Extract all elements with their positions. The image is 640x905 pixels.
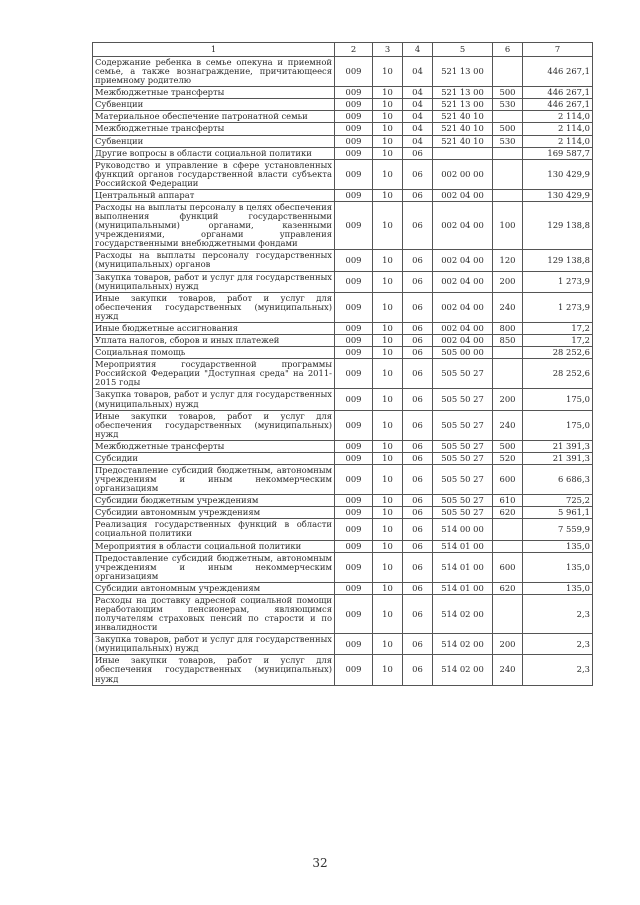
- cell-ministry-code: 009: [335, 335, 373, 347]
- column-header-3: 3: [373, 43, 403, 57]
- cell-amount: 17,2: [523, 322, 593, 334]
- cell-subsection: 06: [403, 147, 433, 159]
- cell-target-article: 514 01 00: [433, 552, 493, 582]
- cell-target-article: 002 04 00: [433, 322, 493, 334]
- cell-amount: 2 114,0: [523, 135, 593, 147]
- cell-amount: 6 686,3: [523, 464, 593, 494]
- cell-section: 10: [373, 99, 403, 111]
- cell-amount: 2,3: [523, 655, 593, 685]
- cell-subsection: 06: [403, 507, 433, 519]
- cell-subsection: 06: [403, 540, 433, 552]
- cell-expense-type: [493, 540, 523, 552]
- cell-amount: 7 559,9: [523, 519, 593, 540]
- cell-name: Иные закупки товаров, работ и услуг для обеспечения государственных (муниципальных) нужд: [93, 410, 335, 440]
- cell-target-article: 521 13 00: [433, 57, 493, 87]
- cell-target-article: 002 00 00: [433, 159, 493, 189]
- column-header-2: 2: [335, 43, 373, 57]
- cell-amount: 446 267,1: [523, 57, 593, 87]
- cell-name: Расходы на доставку адресной социальной помощи неработающим пенсионерам, являющимся получателям страховых пенсий по старости и по инвалидности: [93, 594, 335, 633]
- table-row: [93, 495, 593, 507]
- cell-amount: 129 138,8: [523, 250, 593, 271]
- cell-subsection: 04: [403, 123, 433, 135]
- cell-section: 10: [373, 147, 403, 159]
- cell-expense-type: 530: [493, 135, 523, 147]
- cell-ministry-code: 009: [335, 634, 373, 655]
- cell-expense-type: 240: [493, 410, 523, 440]
- cell-ministry-code: 009: [335, 440, 373, 452]
- cell-name: Мероприятия в области социальной политики: [93, 540, 335, 552]
- cell-amount: 135,0: [523, 582, 593, 594]
- cell-target-article: 505 00 00: [433, 347, 493, 359]
- cell-ministry-code: 009: [335, 410, 373, 440]
- cell-name: Межбюджетные трансферты: [93, 123, 335, 135]
- cell-subsection: 06: [403, 410, 433, 440]
- cell-amount: 2 114,0: [523, 123, 593, 135]
- cell-subsection: 06: [403, 464, 433, 494]
- cell-ministry-code: 009: [335, 552, 373, 582]
- table-row: [93, 634, 593, 655]
- cell-expense-type: [493, 159, 523, 189]
- cell-amount: 1 273,9: [523, 292, 593, 322]
- cell-amount: 17,2: [523, 335, 593, 347]
- table-row: [93, 359, 593, 389]
- column-header-6: 6: [493, 43, 523, 57]
- table-row: [93, 540, 593, 552]
- cell-amount: 135,0: [523, 540, 593, 552]
- cell-section: 10: [373, 123, 403, 135]
- cell-ministry-code: 009: [335, 87, 373, 99]
- cell-ministry-code: 009: [335, 111, 373, 123]
- cell-expense-type: [493, 347, 523, 359]
- table-row: [93, 99, 593, 111]
- cell-subsection: 06: [403, 582, 433, 594]
- cell-target-article: 002 04 00: [433, 271, 493, 292]
- cell-subsection: 06: [403, 389, 433, 410]
- cell-section: 10: [373, 87, 403, 99]
- cell-expense-type: [493, 147, 523, 159]
- cell-target-article: 505 50 27: [433, 452, 493, 464]
- cell-name: Реализация государственных функций в области социальной политики: [93, 519, 335, 540]
- cell-section: 10: [373, 347, 403, 359]
- table-row: [93, 135, 593, 147]
- cell-target-article: 505 50 27: [433, 410, 493, 440]
- cell-expense-type: 200: [493, 389, 523, 410]
- cell-target-article: 002 04 00: [433, 189, 493, 201]
- table-row: [93, 147, 593, 159]
- cell-name: Субсидии автономным учреждениям: [93, 582, 335, 594]
- cell-target-article: [433, 147, 493, 159]
- cell-ministry-code: 009: [335, 147, 373, 159]
- cell-section: 10: [373, 322, 403, 334]
- cell-name: Субсидии автономным учреждениям: [93, 507, 335, 519]
- cell-section: 10: [373, 594, 403, 633]
- cell-amount: 2,3: [523, 634, 593, 655]
- cell-amount: 130 429,9: [523, 189, 593, 201]
- cell-target-article: 514 00 00: [433, 519, 493, 540]
- cell-subsection: 06: [403, 594, 433, 633]
- cell-amount: 2 114,0: [523, 111, 593, 123]
- cell-name: Предоставление субсидий бюджетным, автономным учреждениям и иным некоммерческим организациям: [93, 464, 335, 494]
- cell-amount: 28 252,6: [523, 347, 593, 359]
- cell-name: Руководство и управление в сфере установленных функций органов государственной власти субъекта Российской Федерации: [93, 159, 335, 189]
- cell-name: Межбюджетные трансферты: [93, 440, 335, 452]
- cell-ministry-code: 009: [335, 271, 373, 292]
- cell-ministry-code: 009: [335, 507, 373, 519]
- cell-expense-type: 800: [493, 322, 523, 334]
- table-row: [93, 271, 593, 292]
- cell-name: Иные закупки товаров, работ и услуг для обеспечения государственных (муниципальных) нужд: [93, 292, 335, 322]
- table-body: [93, 57, 593, 686]
- cell-ministry-code: 009: [335, 495, 373, 507]
- cell-target-article: 505 50 27: [433, 464, 493, 494]
- cell-ministry-code: 009: [335, 540, 373, 552]
- cell-name: Субсидии бюджетным учреждениям: [93, 495, 335, 507]
- cell-amount: 169 587,7: [523, 147, 593, 159]
- cell-target-article: 002 04 00: [433, 335, 493, 347]
- cell-subsection: 06: [403, 271, 433, 292]
- cell-ministry-code: 009: [335, 464, 373, 494]
- cell-subsection: 06: [403, 634, 433, 655]
- cell-name: Уплата налогов, сборов и иных платежей: [93, 335, 335, 347]
- cell-expense-type: 530: [493, 99, 523, 111]
- cell-target-article: 002 04 00: [433, 202, 493, 250]
- table-row: [93, 582, 593, 594]
- budget-table: [92, 42, 593, 686]
- cell-section: 10: [373, 292, 403, 322]
- table-row: [93, 335, 593, 347]
- cell-subsection: 06: [403, 335, 433, 347]
- cell-subsection: 06: [403, 359, 433, 389]
- cell-section: 10: [373, 135, 403, 147]
- table-row: [93, 250, 593, 271]
- cell-section: 10: [373, 495, 403, 507]
- table-row: [93, 452, 593, 464]
- cell-subsection: 06: [403, 452, 433, 464]
- cell-ministry-code: 009: [335, 57, 373, 87]
- table-row: [93, 464, 593, 494]
- cell-subsection: 04: [403, 87, 433, 99]
- cell-target-article: 514 02 00: [433, 594, 493, 633]
- column-header-5: 5: [433, 43, 493, 57]
- table-row: [93, 322, 593, 334]
- cell-ministry-code: 009: [335, 389, 373, 410]
- cell-expense-type: 620: [493, 507, 523, 519]
- cell-expense-type: [493, 189, 523, 201]
- cell-subsection: 06: [403, 189, 433, 201]
- cell-expense-type: 500: [493, 123, 523, 135]
- cell-section: 10: [373, 335, 403, 347]
- cell-expense-type: 100: [493, 202, 523, 250]
- cell-amount: 1 273,9: [523, 271, 593, 292]
- table-row: [93, 159, 593, 189]
- cell-expense-type: 610: [493, 495, 523, 507]
- cell-subsection: 06: [403, 347, 433, 359]
- cell-subsection: 06: [403, 495, 433, 507]
- cell-subsection: 06: [403, 250, 433, 271]
- cell-expense-type: 200: [493, 271, 523, 292]
- cell-ministry-code: 009: [335, 359, 373, 389]
- cell-subsection: 04: [403, 57, 433, 87]
- cell-amount: 175,0: [523, 410, 593, 440]
- cell-ministry-code: 009: [335, 292, 373, 322]
- table-row: [93, 123, 593, 135]
- table-row: [93, 347, 593, 359]
- cell-name: Мероприятия государственной программы Российской Федерации "Доступная среда" на 2011-2015 годы: [93, 359, 335, 389]
- cell-ministry-code: 009: [335, 519, 373, 540]
- cell-section: 10: [373, 552, 403, 582]
- cell-section: 10: [373, 507, 403, 519]
- cell-target-article: 521 40 10: [433, 111, 493, 123]
- cell-amount: 446 267,1: [523, 87, 593, 99]
- cell-section: 10: [373, 440, 403, 452]
- table-row: [93, 57, 593, 87]
- cell-ministry-code: 009: [335, 347, 373, 359]
- cell-section: 10: [373, 582, 403, 594]
- cell-section: 10: [373, 519, 403, 540]
- table-row: [93, 410, 593, 440]
- cell-name: Закупка товаров, работ и услуг для государственных (муниципальных) нужд: [93, 389, 335, 410]
- cell-subsection: 06: [403, 292, 433, 322]
- cell-ministry-code: 009: [335, 594, 373, 633]
- column-header-4: 4: [403, 43, 433, 57]
- cell-expense-type: 240: [493, 655, 523, 685]
- cell-name: Межбюджетные трансферты: [93, 87, 335, 99]
- cell-ministry-code: 009: [335, 322, 373, 334]
- cell-section: 10: [373, 540, 403, 552]
- table-row: [93, 552, 593, 582]
- cell-target-article: 521 40 10: [433, 123, 493, 135]
- cell-target-article: 521 13 00: [433, 99, 493, 111]
- cell-target-article: 521 40 10: [433, 135, 493, 147]
- cell-expense-type: [493, 359, 523, 389]
- cell-name: Иные бюджетные ассигнования: [93, 322, 335, 334]
- table-row: [93, 440, 593, 452]
- cell-ministry-code: 009: [335, 452, 373, 464]
- cell-expense-type: 240: [493, 292, 523, 322]
- cell-name: Расходы на выплаты персоналу государственных (муниципальных) органов: [93, 250, 335, 271]
- cell-amount: 21 391,3: [523, 452, 593, 464]
- cell-target-article: 505 50 27: [433, 507, 493, 519]
- cell-amount: 2,3: [523, 594, 593, 633]
- cell-name: Социальная помощь: [93, 347, 335, 359]
- cell-name: Расходы на выплаты персоналу в целях обеспечения выполнения функций государственными (муниципальными) органами, казенными учреждениями, органами управления государственными внебюджетными фондами: [93, 202, 335, 250]
- cell-expense-type: [493, 57, 523, 87]
- cell-expense-type: 500: [493, 440, 523, 452]
- cell-target-article: 514 01 00: [433, 582, 493, 594]
- cell-name: Закупка товаров, работ и услуг для государственных (муниципальных) нужд: [93, 634, 335, 655]
- table-row: [93, 389, 593, 410]
- cell-expense-type: 520: [493, 452, 523, 464]
- cell-section: 10: [373, 389, 403, 410]
- cell-name: Субвенции: [93, 99, 335, 111]
- cell-target-article: 514 02 00: [433, 655, 493, 685]
- cell-ministry-code: 009: [335, 582, 373, 594]
- cell-target-article: 505 50 27: [433, 440, 493, 452]
- cell-section: 10: [373, 452, 403, 464]
- column-header-1: 1: [93, 43, 335, 57]
- cell-target-article: 521 13 00: [433, 87, 493, 99]
- cell-expense-type: 620: [493, 582, 523, 594]
- cell-section: 10: [373, 57, 403, 87]
- cell-target-article: 505 50 27: [433, 359, 493, 389]
- cell-expense-type: 850: [493, 335, 523, 347]
- cell-amount: 5 961,1: [523, 507, 593, 519]
- cell-section: 10: [373, 271, 403, 292]
- page-number: 32: [312, 856, 328, 870]
- table-row: [93, 594, 593, 633]
- cell-ministry-code: 009: [335, 250, 373, 271]
- cell-target-article: 002 04 00: [433, 292, 493, 322]
- column-header-7: 7: [523, 43, 593, 57]
- cell-expense-type: 120: [493, 250, 523, 271]
- table-row: [93, 111, 593, 123]
- cell-ministry-code: 009: [335, 202, 373, 250]
- cell-expense-type: 600: [493, 464, 523, 494]
- cell-amount: 129 138,8: [523, 202, 593, 250]
- cell-target-article: 002 04 00: [433, 250, 493, 271]
- cell-subsection: 04: [403, 99, 433, 111]
- cell-subsection: 06: [403, 552, 433, 582]
- cell-subsection: 06: [403, 655, 433, 685]
- cell-subsection: 06: [403, 322, 433, 334]
- table-row: [93, 292, 593, 322]
- cell-section: 10: [373, 189, 403, 201]
- cell-ministry-code: 009: [335, 189, 373, 201]
- cell-expense-type: [493, 594, 523, 633]
- cell-target-article: 505 50 27: [433, 389, 493, 410]
- cell-section: 10: [373, 111, 403, 123]
- cell-section: 10: [373, 464, 403, 494]
- cell-ministry-code: 009: [335, 135, 373, 147]
- cell-subsection: 04: [403, 111, 433, 123]
- table-row: [93, 519, 593, 540]
- cell-section: 10: [373, 202, 403, 250]
- cell-name: Материальное обеспечение патронатной семьи: [93, 111, 335, 123]
- cell-subsection: 06: [403, 159, 433, 189]
- cell-name: Субсидии: [93, 452, 335, 464]
- cell-target-article: 514 02 00: [433, 634, 493, 655]
- cell-section: 10: [373, 359, 403, 389]
- cell-expense-type: 600: [493, 552, 523, 582]
- cell-subsection: 04: [403, 135, 433, 147]
- cell-subsection: 06: [403, 519, 433, 540]
- cell-section: 10: [373, 655, 403, 685]
- cell-section: 10: [373, 159, 403, 189]
- table-row: [93, 655, 593, 685]
- table-row: [93, 202, 593, 250]
- cell-amount: 175,0: [523, 389, 593, 410]
- cell-amount: 28 252,6: [523, 359, 593, 389]
- cell-ministry-code: 009: [335, 123, 373, 135]
- cell-name: Центральный аппарат: [93, 189, 335, 201]
- cell-ministry-code: 009: [335, 99, 373, 111]
- cell-subsection: 06: [403, 202, 433, 250]
- cell-name: Субвенции: [93, 135, 335, 147]
- cell-expense-type: 500: [493, 87, 523, 99]
- cell-amount: 446 267,1: [523, 99, 593, 111]
- document-page: [92, 42, 592, 686]
- table-row: [93, 189, 593, 201]
- cell-ministry-code: 009: [335, 655, 373, 685]
- cell-section: 10: [373, 410, 403, 440]
- cell-target-article: 505 50 27: [433, 495, 493, 507]
- cell-section: 10: [373, 634, 403, 655]
- cell-amount: 21 391,3: [523, 440, 593, 452]
- table-row: [93, 87, 593, 99]
- cell-ministry-code: 009: [335, 159, 373, 189]
- cell-amount: 135,0: [523, 552, 593, 582]
- cell-name: Предоставление субсидий бюджетным, автономным учреждениям и иным некоммерческим организациям: [93, 552, 335, 582]
- cell-subsection: 06: [403, 440, 433, 452]
- cell-expense-type: [493, 111, 523, 123]
- cell-expense-type: [493, 519, 523, 540]
- cell-expense-type: 200: [493, 634, 523, 655]
- cell-amount: 725,2: [523, 495, 593, 507]
- cell-section: 10: [373, 250, 403, 271]
- cell-name: Содержание ребенка в семье опекуна и приемной семье, а также вознаграждение, причитающееся приемному родителю: [93, 57, 335, 87]
- table-row: [93, 507, 593, 519]
- table-header-row: [93, 43, 593, 57]
- cell-name: Закупка товаров, работ и услуг для государственных (муниципальных) нужд: [93, 271, 335, 292]
- cell-name: Иные закупки товаров, работ и услуг для обеспечения государственных (муниципальных) нужд: [93, 655, 335, 685]
- cell-amount: 130 429,9: [523, 159, 593, 189]
- cell-target-article: 514 01 00: [433, 540, 493, 552]
- cell-name: Другие вопросы в области социальной политики: [93, 147, 335, 159]
